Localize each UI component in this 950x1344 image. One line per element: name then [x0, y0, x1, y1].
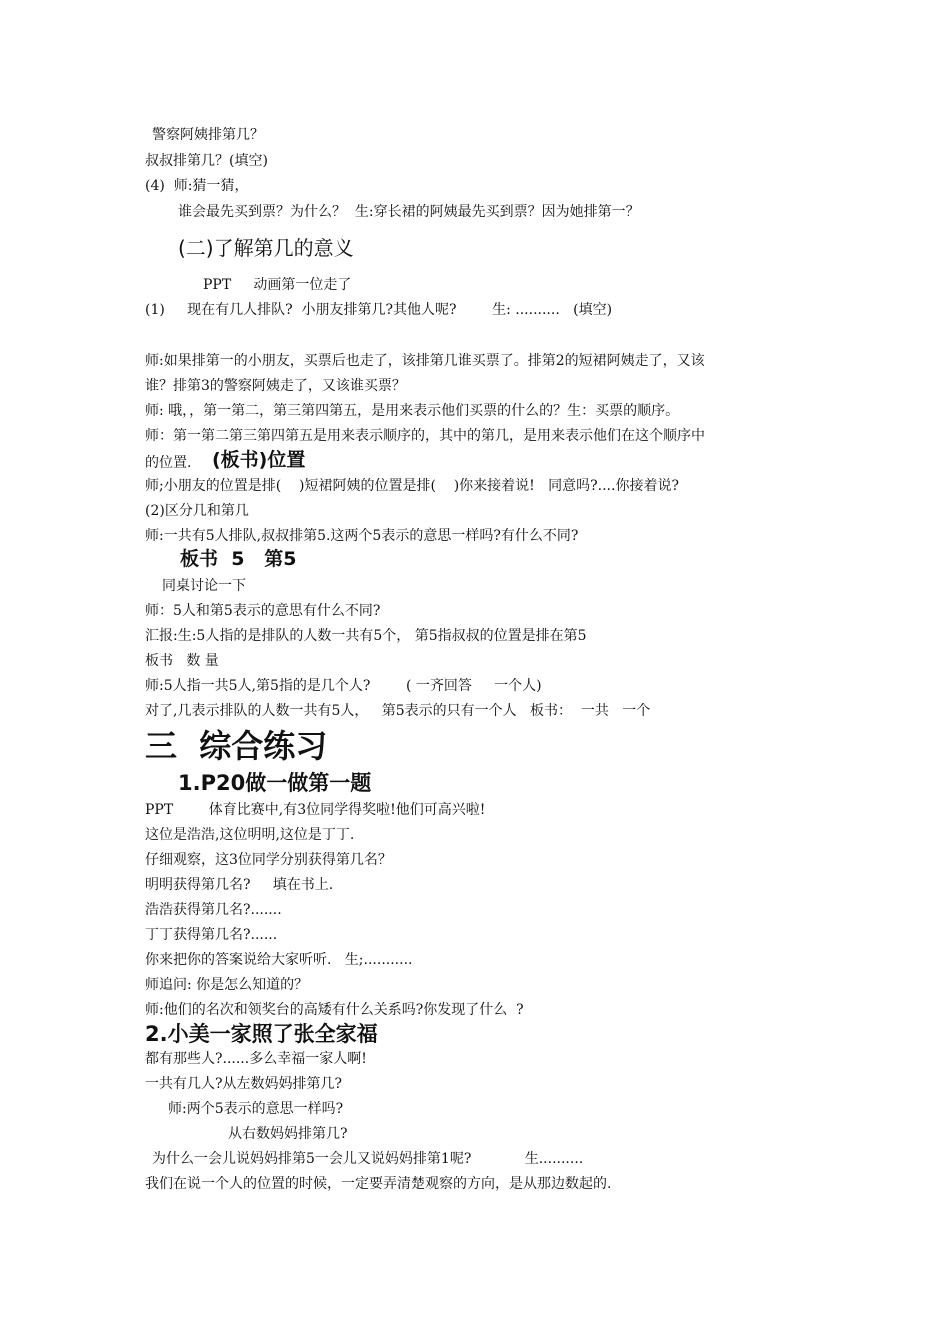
board-note-heading: 板书 5 第5	[180, 548, 297, 570]
text-line: 浩浩获得第几名?.......	[145, 902, 282, 918]
text-line: 师追问: 你是怎么知道的？	[145, 977, 309, 993]
text-line: PPT 动画第一位走了	[203, 277, 352, 293]
text-line: 师：5人和第5表示的意思有什么不同?	[145, 603, 381, 619]
text-line: 师:一共有5人排队,叔叔排第5.这两个5表示的意思一样吗?有什么不同?	[145, 528, 579, 544]
text-line: 的位置.	[145, 455, 192, 471]
text-line: 师;小朋友的位置是排( )短裙阿姨的位置是排( )你来接着说! 同意吗?....你接着说?	[145, 478, 679, 494]
board-note-heading: (板书)位置	[212, 449, 306, 471]
text-line: 师:他们的名次和领奖台的高矮有什么关系吗?你发现了什么 ?	[145, 1002, 524, 1018]
text-line: 从右数妈妈排第几?	[228, 1126, 348, 1142]
exercise-heading: 2.小美一家照了张全家福	[145, 1022, 378, 1046]
text-line: 师: 哦，，第一第二，第三第四第五，是用来表示他们买票的什么的？生：买票的顺序。	[145, 403, 680, 419]
text-line: 仔细观察，这3位同学分别获得第几名？	[145, 852, 392, 868]
text-line: 我们在说一个人的位置的时候，一定要弄清楚观察的方向，是从那边数起的.	[145, 1176, 612, 1192]
text-line: 为什么一会儿说妈妈排第5一会儿又说妈妈排第1呢? 生..........	[152, 1151, 584, 1167]
text-line: PPT 体育比赛中,有3位同学得奖啦!他们可高兴啦!	[145, 802, 486, 818]
text-line: 明明获得第几名? 填在书上.	[145, 877, 334, 893]
text-line: 谁会最先买到票？为什么？ 生:穿长裙的阿姨最先买到票？因为她排第一？	[178, 204, 640, 220]
text-line: 板书 数 量	[145, 653, 219, 669]
text-line: 这位是浩浩,这位明明,这位是丁丁.	[145, 827, 355, 843]
text-line: 警察阿姨排第几？	[152, 127, 264, 143]
text-line: 你来把你的答案说给大家听听. 生;...........	[145, 952, 413, 968]
text-line: 师:5人指一共5人,第5指的是几个人? ( 一齐回答 一个人)	[145, 678, 542, 694]
text-line: (1) 现在有几人排队? 小朋友排第几?其他人呢? 生: .......... (填空)	[145, 302, 613, 318]
major-heading: 三 综合练习	[145, 727, 328, 765]
text-line: 都有那些人?......多么幸福一家人啊!	[145, 1051, 367, 1067]
text-line: (2)区分几和第几	[145, 503, 249, 519]
exercise-heading: 1.P20做一做第一题	[178, 771, 372, 795]
text-line: (4) 师:猜一猜，	[145, 178, 249, 194]
text-line: 汇报:生:5人指的是排队的人数一共有5个， 第5指叔叔的位置是排在第5	[145, 628, 587, 644]
text-line: 叔叔排第几？(填空)	[145, 153, 268, 169]
text-line: 师：第一第二第三第四第五是用来表示顺序的，其中的第几，是用来表示他们在这个顺序中	[145, 428, 705, 444]
text-line: 同桌讨论一下	[162, 578, 246, 594]
text-line: 一共有几人?从左数妈妈排第几?	[145, 1076, 343, 1092]
text-line: 师:如果排第一的小朋友，买票后也走了，该排第几谁买票了。排第2的短裙阿姨走了，又该	[145, 353, 705, 369]
text-line: 谁？排第3的警察阿姨走了，又该谁买票？	[145, 378, 406, 394]
text-line: 师:两个5表示的意思一样吗?	[168, 1101, 344, 1117]
text-line: 丁丁获得第几名?......	[145, 927, 278, 943]
text-line: 对了,几表示排队的人数一共有5人， 第5表示的只有一个人 板书： 一共 一个	[145, 703, 651, 719]
section-heading: (二)了解第几的意义	[178, 236, 354, 260]
